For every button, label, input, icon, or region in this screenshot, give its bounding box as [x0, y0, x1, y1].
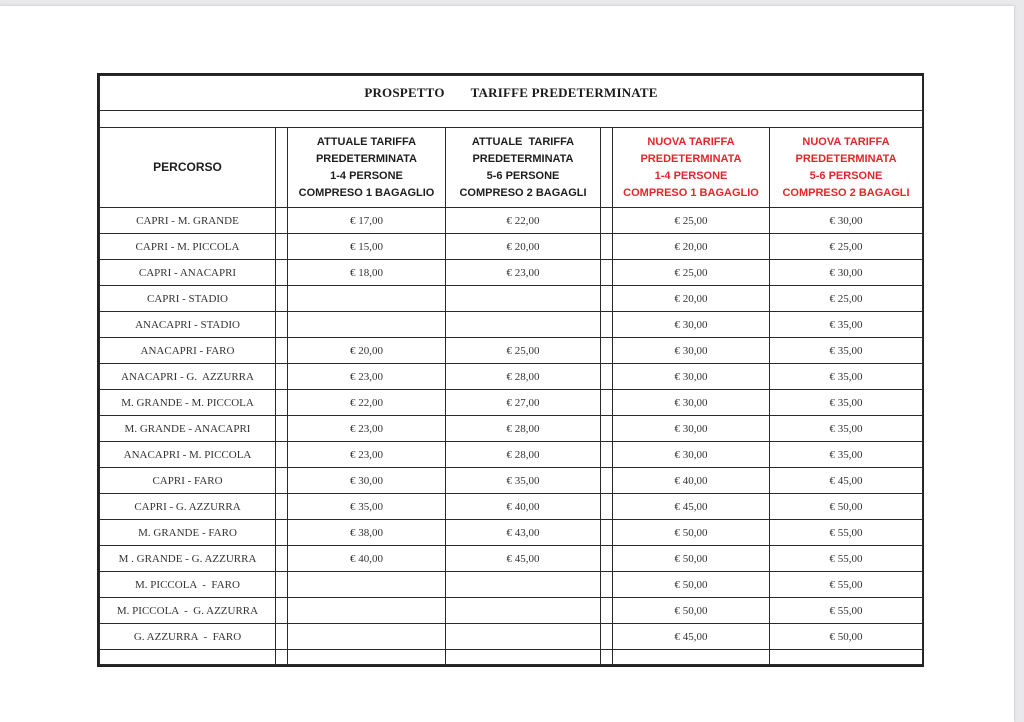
gap-cell [601, 338, 613, 364]
current-5-6-cell: € 28,00 [446, 442, 601, 468]
current-5-6-cell [446, 286, 601, 312]
new-1-4-cell: € 50,00 [613, 520, 770, 546]
gap-cell [276, 416, 288, 442]
gap-cell [601, 234, 613, 260]
current-5-6-cell: € 23,00 [446, 260, 601, 286]
header-current-1-4: ATTUALE TARIFFA PREDETERMINATA 1-4 PERSONE COMPRESO 1 BAGAGLIO [288, 128, 446, 208]
route-cell: CAPRI - M. GRANDE [100, 208, 276, 234]
gap-cell [601, 598, 613, 624]
gap-cell [601, 390, 613, 416]
table-row [100, 338, 923, 364]
new-5-6-cell: € 50,00 [770, 624, 923, 650]
current-5-6-cell [446, 624, 601, 650]
route-cell: G. AZZURRA - FARO [100, 624, 276, 650]
gap-cell [276, 572, 288, 598]
current-1-4-cell: € 30,00 [288, 468, 446, 494]
new-5-6-cell: € 45,00 [770, 468, 923, 494]
route-cell: M. GRANDE - ANACAPRI [100, 416, 276, 442]
gap-cell [276, 598, 288, 624]
current-5-6-cell: € 20,00 [446, 234, 601, 260]
current-1-4-cell: € 38,00 [288, 520, 446, 546]
current-5-6-cell: € 40,00 [446, 494, 601, 520]
new-5-6-cell: € 35,00 [770, 416, 923, 442]
route-cell: M. GRANDE - M. PICCOLA [100, 390, 276, 416]
route-cell: CAPRI - G. AZZURRA [100, 494, 276, 520]
new-5-6-cell: € 55,00 [770, 520, 923, 546]
header-new-5-6: NUOVA TARIFFA PREDETERMINATA 5-6 PERSONE COMPRESO 2 BAGAGLI [770, 128, 923, 208]
gap-cell [276, 234, 288, 260]
gap-cell [601, 468, 613, 494]
route-cell: M . GRANDE - G. AZZURRA [100, 546, 276, 572]
gap-cell [276, 338, 288, 364]
new-5-6-cell: € 55,00 [770, 546, 923, 572]
new-5-6-cell: € 35,00 [770, 390, 923, 416]
gap-cell [276, 546, 288, 572]
gap-cell [601, 260, 613, 286]
current-5-6-cell: € 27,00 [446, 390, 601, 416]
current-5-6-cell [446, 312, 601, 338]
table-row [100, 624, 923, 650]
gap-cell [601, 624, 613, 650]
current-1-4-cell: € 23,00 [288, 442, 446, 468]
gap-cell [601, 416, 613, 442]
gap-cell [276, 260, 288, 286]
gap-cell [276, 520, 288, 546]
current-5-6-cell: € 45,00 [446, 546, 601, 572]
table-row [100, 390, 923, 416]
table-row [100, 442, 923, 468]
new-1-4-cell: € 20,00 [613, 234, 770, 260]
new-1-4-cell: € 30,00 [613, 416, 770, 442]
route-cell: ANACAPRI - M. PICCOLA [100, 442, 276, 468]
table-row [100, 520, 923, 546]
current-5-6-cell [446, 598, 601, 624]
header-current-5-6: ATTUALE TARIFFA PREDETERMINATA 5-6 PERSONE COMPRESO 2 BAGAGLI [446, 128, 601, 208]
new-5-6-cell: € 55,00 [770, 572, 923, 598]
header-new-1-4: NUOVA TARIFFA PREDETERMINATA 1-4 PERSONE COMPRESO 1 BAGAGLIO [613, 128, 770, 208]
route-cell: CAPRI - ANACAPRI [100, 260, 276, 286]
gap-cell [601, 546, 613, 572]
tariff-table [97, 73, 924, 667]
current-5-6-cell: € 28,00 [446, 364, 601, 390]
table-row [100, 494, 923, 520]
table-row [100, 208, 923, 234]
route-cell: M. PICCOLA - G. AZZURRA [100, 598, 276, 624]
table-row [100, 546, 923, 572]
gap-cell [601, 520, 613, 546]
spacer-row [100, 111, 923, 128]
route-cell: M. PICCOLA - FARO [100, 572, 276, 598]
gap-column [276, 128, 288, 208]
new-5-6-cell: € 35,00 [770, 312, 923, 338]
gap-cell [276, 390, 288, 416]
new-5-6-cell: € 55,00 [770, 598, 923, 624]
current-1-4-cell: € 23,00 [288, 416, 446, 442]
new-1-4-cell: € 25,00 [613, 260, 770, 286]
new-1-4-cell: € 30,00 [613, 442, 770, 468]
table-row [100, 598, 923, 624]
new-1-4-cell: € 50,00 [613, 546, 770, 572]
new-5-6-cell: € 30,00 [770, 208, 923, 234]
empty-end-row [100, 650, 923, 665]
new-1-4-cell: € 30,00 [613, 364, 770, 390]
new-1-4-cell: € 20,00 [613, 286, 770, 312]
current-1-4-cell: € 15,00 [288, 234, 446, 260]
title-row [100, 76, 923, 111]
new-1-4-cell: € 30,00 [613, 338, 770, 364]
table-row [100, 234, 923, 260]
gap-cell [601, 572, 613, 598]
current-1-4-cell [288, 312, 446, 338]
table-row [100, 468, 923, 494]
table-title [100, 76, 923, 111]
gap-cell [276, 624, 288, 650]
new-5-6-cell: € 35,00 [770, 442, 923, 468]
current-1-4-cell: € 40,00 [288, 546, 446, 572]
table-row [100, 364, 923, 390]
new-1-4-cell: € 45,00 [613, 494, 770, 520]
current-5-6-cell: € 43,00 [446, 520, 601, 546]
new-1-4-cell: € 30,00 [613, 390, 770, 416]
title-tariffe: TARIFFE PREDETERMINATE [470, 85, 658, 100]
gap-cell [601, 494, 613, 520]
gap-cell [601, 442, 613, 468]
current-1-4-cell [288, 572, 446, 598]
new-1-4-cell: € 40,00 [613, 468, 770, 494]
gap-cell [601, 364, 613, 390]
header-row [100, 128, 923, 208]
gap-cell [276, 208, 288, 234]
gap-cell [276, 364, 288, 390]
new-1-4-cell: € 50,00 [613, 572, 770, 598]
current-5-6-cell: € 22,00 [446, 208, 601, 234]
new-5-6-cell: € 50,00 [770, 494, 923, 520]
new-5-6-cell: € 35,00 [770, 364, 923, 390]
current-1-4-cell: € 22,00 [288, 390, 446, 416]
table-row [100, 260, 923, 286]
current-5-6-cell [446, 572, 601, 598]
new-1-4-cell: € 50,00 [613, 598, 770, 624]
new-1-4-cell: € 30,00 [613, 312, 770, 338]
gap-cell [601, 208, 613, 234]
table-row [100, 416, 923, 442]
route-cell: ANACAPRI - STADIO [100, 312, 276, 338]
route-cell: CAPRI - FARO [100, 468, 276, 494]
current-1-4-cell: € 23,00 [288, 364, 446, 390]
header-percorso: PERCORSO [100, 128, 276, 208]
new-5-6-cell: € 35,00 [770, 338, 923, 364]
gap-cell [276, 442, 288, 468]
new-5-6-cell: € 25,00 [770, 286, 923, 312]
new-1-4-cell: € 25,00 [613, 208, 770, 234]
route-cell: CAPRI - M. PICCOLA [100, 234, 276, 260]
gap-cell [276, 312, 288, 338]
route-cell: ANACAPRI - FARO [100, 338, 276, 364]
route-cell: M. GRANDE - FARO [100, 520, 276, 546]
gap-column [601, 128, 613, 208]
new-5-6-cell: € 30,00 [770, 260, 923, 286]
current-1-4-cell [288, 286, 446, 312]
current-1-4-cell: € 18,00 [288, 260, 446, 286]
current-1-4-cell: € 35,00 [288, 494, 446, 520]
table-row [100, 312, 923, 338]
new-5-6-cell: € 25,00 [770, 234, 923, 260]
document-page [0, 6, 1014, 722]
route-cell: CAPRI - STADIO [100, 286, 276, 312]
gap-cell [601, 312, 613, 338]
gap-cell [276, 286, 288, 312]
route-cell: ANACAPRI - G. AZZURRA [100, 364, 276, 390]
current-5-6-cell: € 35,00 [446, 468, 601, 494]
current-1-4-cell [288, 598, 446, 624]
gap-cell [276, 494, 288, 520]
gap-cell [276, 468, 288, 494]
new-1-4-cell: € 45,00 [613, 624, 770, 650]
current-5-6-cell: € 28,00 [446, 416, 601, 442]
table-row [100, 286, 923, 312]
current-5-6-cell: € 25,00 [446, 338, 601, 364]
current-1-4-cell: € 17,00 [288, 208, 446, 234]
current-1-4-cell: € 20,00 [288, 338, 446, 364]
title-prospetto: PROSPETTO [364, 85, 445, 100]
current-1-4-cell [288, 624, 446, 650]
gap-cell [601, 286, 613, 312]
table-row [100, 572, 923, 598]
